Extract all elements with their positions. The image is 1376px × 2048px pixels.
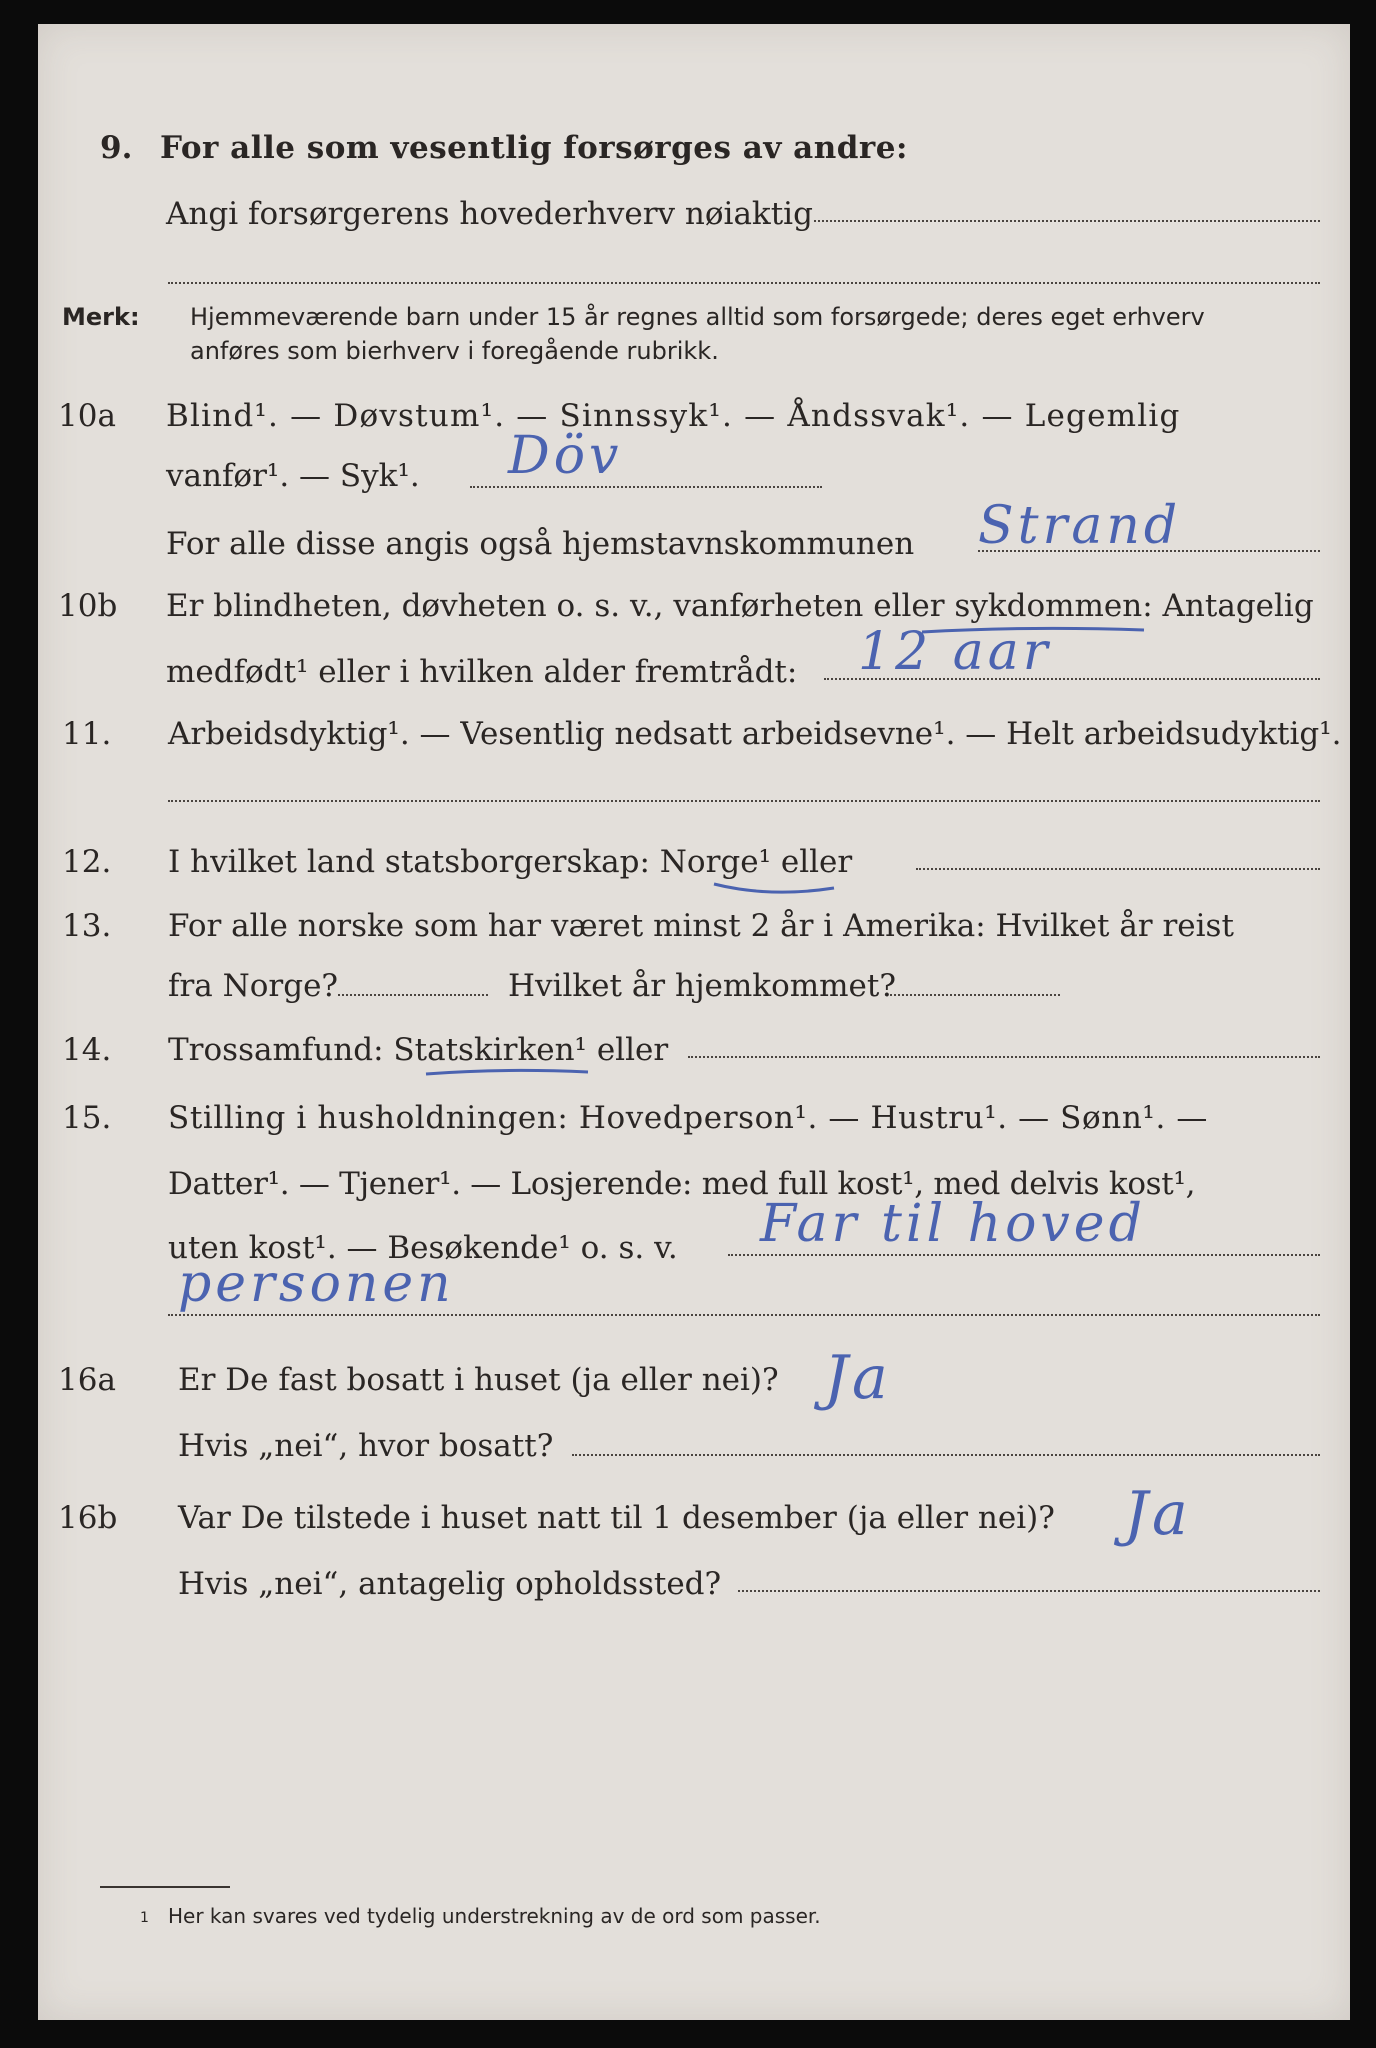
q10a-handwritten-answer: Döv [508,426,623,486]
q15-number: 15. [62,1100,112,1136]
statskirken-underline [422,1064,592,1084]
q16b-handwritten-answer: Ja [1124,1479,1192,1549]
q14-number: 14. [62,1032,112,1068]
q16a-handwritten-answer: Ja [824,1343,892,1413]
q12-number: 12. [62,844,112,880]
q9-answer-line [814,220,1320,222]
q15-handwritten-answer: Far til hoved [760,1194,1146,1254]
q14-question: Trossamfund: Statskirken¹ eller [168,1032,669,1068]
q10a-hometown-label: For alle disse angis også hjemstavnskommunen [166,526,915,562]
q10a-number: 10a [58,398,116,434]
q15-options-3: uten kost¹. — Besøkende¹ o. s. v. [168,1230,678,1266]
q9-answer-line-2 [168,282,1320,284]
q13-returned-year-line [890,994,1060,996]
q16a-residence-label: Hvis „nei“, hvor bosatt? [178,1428,554,1464]
q16a-question: Er De fast bosatt i huset (ja eller nei)? [178,1362,779,1398]
footnote-rule [100,1886,230,1888]
q16a-number: 16a [58,1362,116,1398]
q13-left-norway-label: fra Norge? [168,968,339,1004]
q16a-answer-line [572,1454,1320,1456]
q13-returned-label: Hvilket år hjemkommet? [508,968,896,1004]
q10a-answer-line [470,486,822,488]
q9-occupation-label: Angi forsørgerens hovederhverv nøiaktig [166,196,813,232]
q13-question: For alle norske som har været minst 2 år i Amerika: Hvilket år reist [168,908,1234,944]
merk-text-2: anføres som bierhverv i foregående rubrikk. [190,337,719,365]
norge-underline [710,876,840,902]
census-form-page [38,24,1350,2020]
merk-label: Merk: [62,303,140,331]
q15-options: Stilling i husholdningen: Hovedperson¹. — Hustru¹. — Sønn¹. — [168,1100,1208,1136]
q15-options-2: Datter¹. — Tjener¹. — Losjerende: med full kost¹, med delvis kost¹, [168,1166,1196,1202]
q15-answer-line [728,1254,1320,1256]
q15-answer-line-2 [168,1314,1320,1316]
q15-handwritten-answer-2: personen [178,1254,455,1314]
q9-heading: For alle som vesentlig forsørges av andre: [160,130,908,166]
q10a-options: Blind¹. — Døvstum¹. — Sinnssyk¹. — Åndssvak¹. — Legemlig [166,398,1181,434]
q11-number: 11. [62,716,112,752]
q11-answer-line [168,800,1320,802]
footnote-mark: 1 [140,1910,149,1926]
q10b-number: 10b [58,588,118,624]
q10b-age-label: medfødt¹ eller i hvilken alder fremtrådt: [166,654,798,690]
q16b-answer-line [738,1590,1320,1592]
merk-text-1: Hjemmeværende barn under 15 år regnes alltid som forsørgede; deres eget erhverv [190,303,1205,331]
q9-number: 9. [100,130,133,166]
q11-options: Arbeidsdyktig¹. — Vesentlig nedsatt arbeidsevne¹. — Helt arbeidsudyktig¹. [168,716,1342,752]
q10a-handwritten-hometown: Strand [978,496,1182,556]
q12-answer-line [916,868,1320,870]
q10b-handwritten-answer: 12 aar [858,622,1052,682]
q13-number: 13. [62,908,112,944]
q10b-question: Er blindheten, døvheten o. s. v., vanførheten eller sykdommen: Antagelig [166,588,1314,624]
q16b-question: Var De tilstede i huset natt til 1 desember (ja eller nei)? [178,1500,1055,1536]
footnote-text: Her kan svares ved tydelig understrekning av de ord som passer. [168,1904,821,1928]
q16b-number: 16b [58,1500,118,1536]
q13-left-year-line [338,994,488,996]
q14-answer-line [688,1056,1320,1058]
q12-question: I hvilket land statsborgerskap: Norge¹ eller [168,844,853,880]
q10a-options-2: vanfør¹. — Syk¹. [166,458,420,494]
q16b-whereabouts-label: Hvis „nei“, antagelig opholdssted? [178,1566,722,1602]
